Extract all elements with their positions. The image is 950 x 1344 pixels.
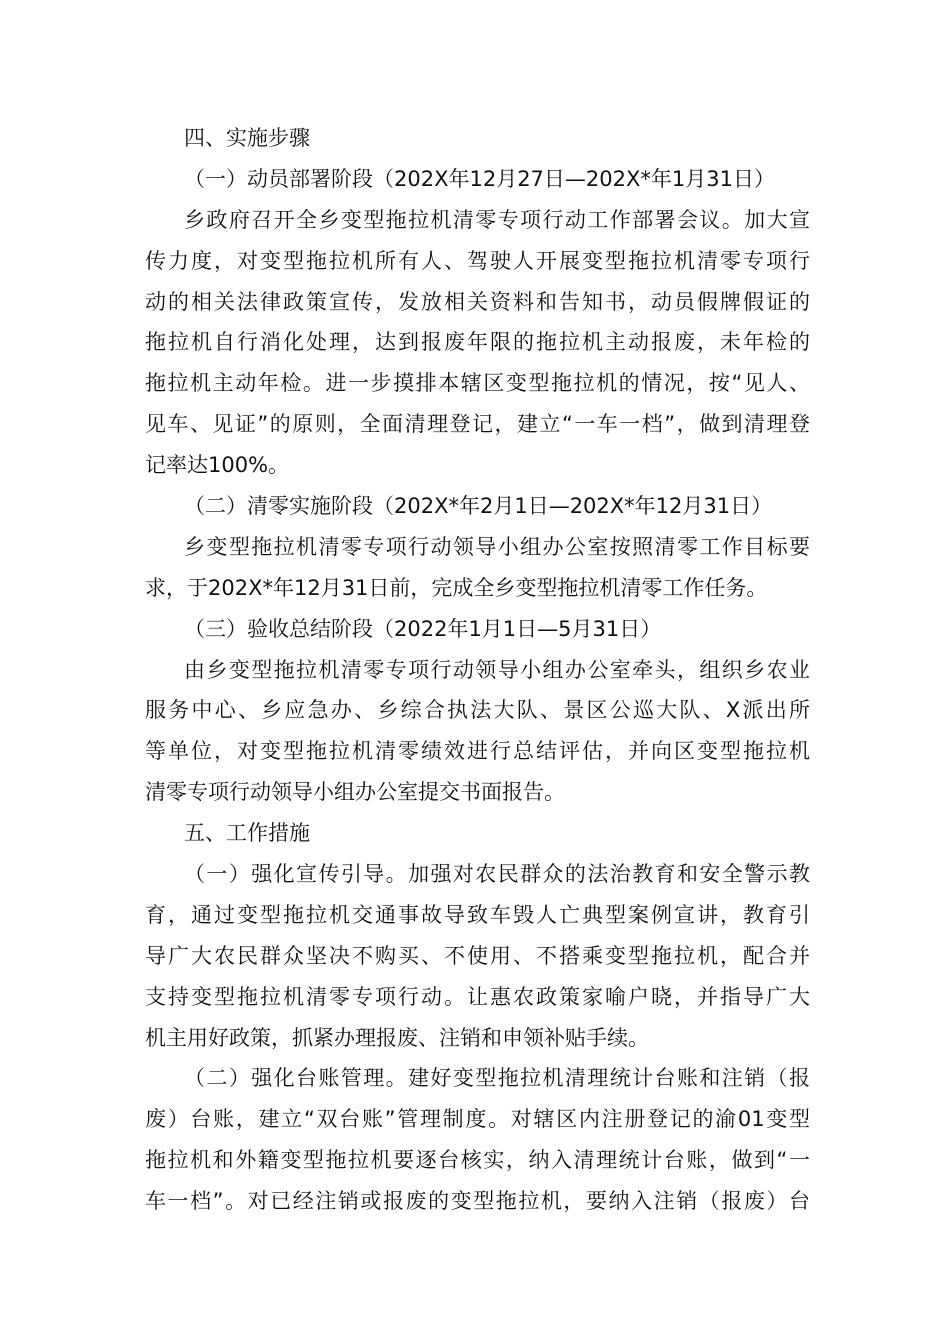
- paragraph-line: 导广大农民群众坚决不购买、不使用、不搭乘变型拖拉机，配合并: [145, 943, 810, 968]
- section-heading-implementation-steps: 四、实施步骤: [184, 126, 310, 150]
- subheading-clearing-stage: （二）清零实施阶段（202X*年2月1日—202X*年12月31日）: [184, 494, 773, 519]
- paragraph-line: 等单位，对变型拖拉机清零绩效进行总结评估，并向区变型拖拉机: [145, 739, 810, 764]
- paragraph-line: 机主用好政策，抓紧办理报废、注销和申领补贴手续。: [145, 1025, 649, 1050]
- paragraph-line: 支持变型拖拉机清零专项行动。让惠农政策家喻户晓，并指导广大: [145, 984, 810, 1009]
- paragraph-line: （二）强化台账管理。建好变型拖拉机清理统计台账和注销（报: [184, 1066, 810, 1091]
- paragraph-line: 由乡变型拖拉机清零专项行动领导小组办公室牵头，组织乡农业: [184, 657, 810, 682]
- paragraph-line: 废）台账，建立“双台账”管理制度。对辖区内注册登记的渝01变型: [145, 1107, 810, 1132]
- subheading-acceptance-stage: （三）验收总结阶段（2022年1月1日—5月31日）: [184, 616, 662, 641]
- paragraph-line: （一）强化宣传引导。加强对农民群众的法治教育和安全警示教: [184, 862, 810, 887]
- paragraph-line: 乡变型拖拉机清零专项行动领导小组办公室按照清零工作目标要: [184, 534, 810, 559]
- paragraph-line: 求，于202X*年12月31日前，完成全乡变型拖拉机清零工作任务。: [145, 575, 768, 600]
- paragraph-line: 传力度，对变型拖拉机所有人、驾驶人开展变型拖拉机清零专项行: [145, 248, 810, 273]
- paragraph-line: 拖拉机自行消化处理，达到报废年限的拖拉机主动报废，未年检的: [145, 330, 810, 355]
- paragraph-line: 拖拉机和外籍变型拖拉机要逐台核实，纳入清理统计台账，做到“一: [145, 1148, 810, 1173]
- paragraph-line: 动的相关法律政策宣传，发放相关资料和告知书，动员假牌假证的: [145, 289, 810, 314]
- paragraph-line: 见车、见证”的原则，全面清理登记，建立“一车一档”，做到清理登: [145, 412, 810, 437]
- paragraph-line: 乡政府召开全乡变型拖拉机清零专项行动工作部署会议。加大宣: [184, 207, 810, 232]
- paragraph-line: 拖拉机主动年检。进一步摸排本辖区变型拖拉机的情况，按“见人、: [145, 371, 810, 396]
- paragraph-line: 清零专项行动领导小组办公室提交书面报告。: [145, 780, 565, 805]
- document-body: [145, 118, 810, 1222]
- section-heading-work-measures: 五、工作措施: [184, 821, 310, 846]
- paragraph-line: 服务中心、乡应急办、乡综合执法大队、景区公巡大队、X派出所: [145, 698, 810, 723]
- paragraph-line: 车一档”。对已经注销或报废的变型拖拉机，要纳入注销（报废）台: [145, 1189, 810, 1214]
- paragraph-line: 记率达100%。: [145, 453, 290, 478]
- paragraph-line: 育，通过变型拖拉机交通事故导致车毁人亡典型案例宣讲，教育引: [145, 902, 810, 927]
- subheading-mobilization-stage: （一）动员部署阶段（202X年12月27日—202X*年1月31日）: [184, 166, 775, 191]
